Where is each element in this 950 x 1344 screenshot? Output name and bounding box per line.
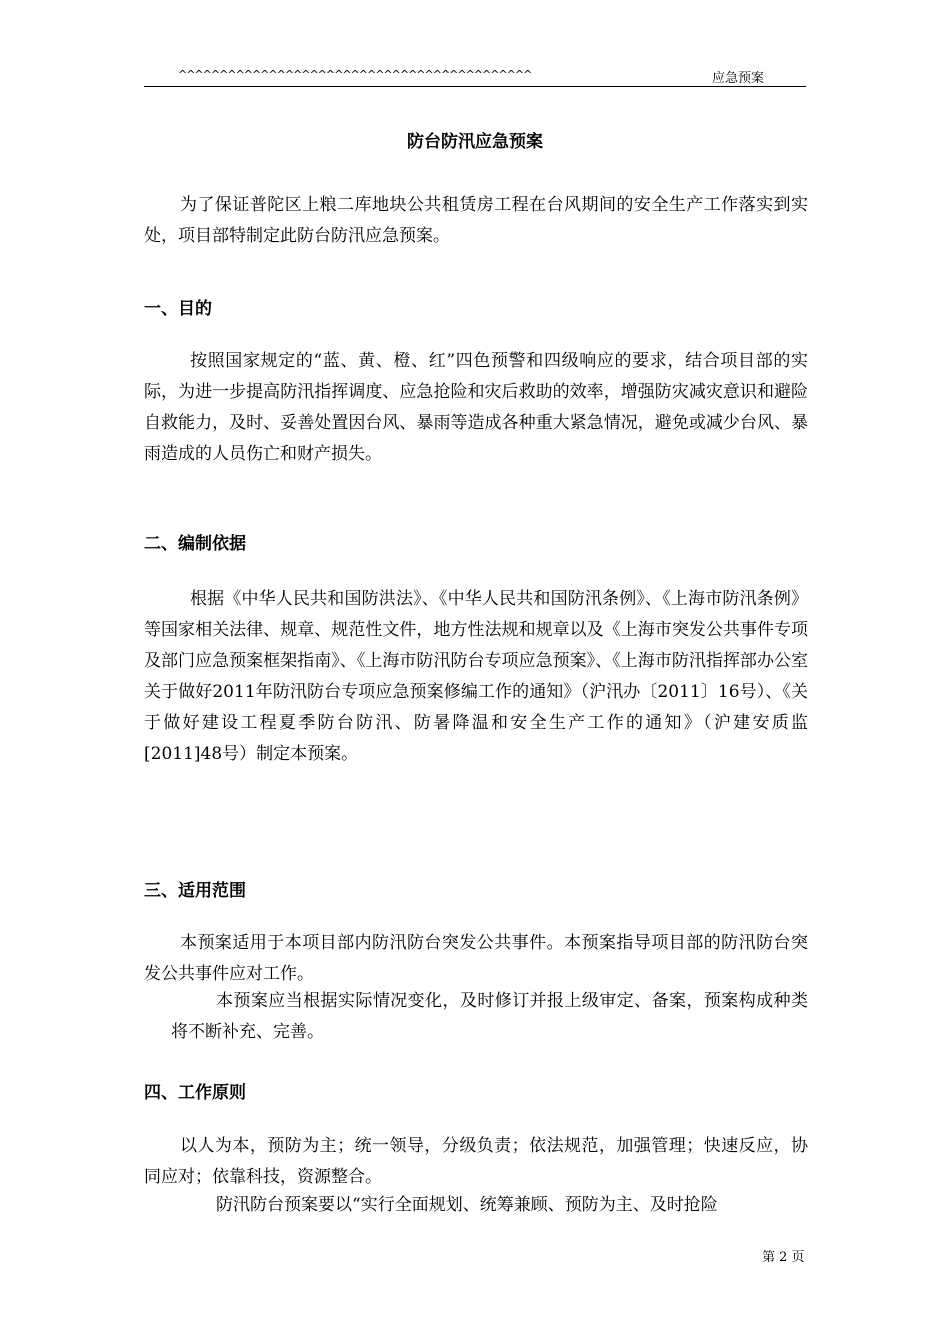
header-rule (144, 86, 806, 87)
document-title: 防台防汛应急预案 (407, 132, 543, 152)
header-label: 应急预案 (712, 71, 765, 86)
section-paragraph: 本预案适用于本项目部内防汛防台突发公共事件。本预案指导项目部的防汛防台突发公共事件应对工作。 (144, 933, 808, 984)
section-heading-scope: 三、适用范围 (144, 881, 246, 901)
header-decoration: ^^^^^^^^^^^^^^^^^^^^^^^^^^^^^^^^^^^^^^^^^^^ (178, 68, 532, 81)
section-heading-basis: 二、编制依据 (144, 534, 246, 554)
section-paragraph: 以人为本，预防为主；统一领导，分级负责；依法规范，加强管理；快速反应，协同应对；依靠科技，资源整合。 (144, 1136, 808, 1187)
section-paragraph: 按照国家规定的“蓝、黄、橙、红”四色预警和四级响应的要求，结合项目部的实际，为进一步提高防汛指挥调度、应急抢险和灾后救助的效率，增强防灾减灾意识和避险自救能力，及时、妥善处置因台风、暴雨等造成各种重大紧急情况，避免或减少台风、暴雨造成的人员伤亡和财产损失。 (144, 351, 808, 464)
section-heading-purpose: 一、目的 (144, 299, 212, 319)
section-heading-principles: 四、工作原则 (144, 1083, 246, 1103)
section-paragraph: 根据《中华人民共和国防洪法》、《中华人民共和国防汛条例》、《上海市防汛条例》等国家相关法律、规章、规范性文件，地方性法规和规章以及《上海市突发公共事件专项及部门应急预案框架指南》、《上海市防汛防台专项应急预案》、《上海市防汛指挥部办公室关于做好2011年防汛防台专项应急预案修编工作的通知》（沪汛办〔2011〕16号）、《关于做好建设工程夏季防台防汛、防暑降温和安全生产工作的通知》（沪建安质监[2011]48号）制定本预案。 (144, 589, 808, 764)
page-number: 第 2 页 (762, 1250, 805, 1265)
section-paragraph: 本预案应当根据实际情况变化，及时修订并报上级审定、备案，预案构成种类将不断补充、完善。 (171, 991, 808, 1042)
intro-paragraph: 为了保证普陀区上粮二库地块公共租赁房工程在台风期间的安全生产工作落实到实处，项目部特制定此防台防汛应急预案。 (144, 195, 808, 246)
section-paragraph: 防汛防台预案要以“实行全面规划、统筹兼顾、预防为主、及时抢险 (216, 1195, 718, 1215)
